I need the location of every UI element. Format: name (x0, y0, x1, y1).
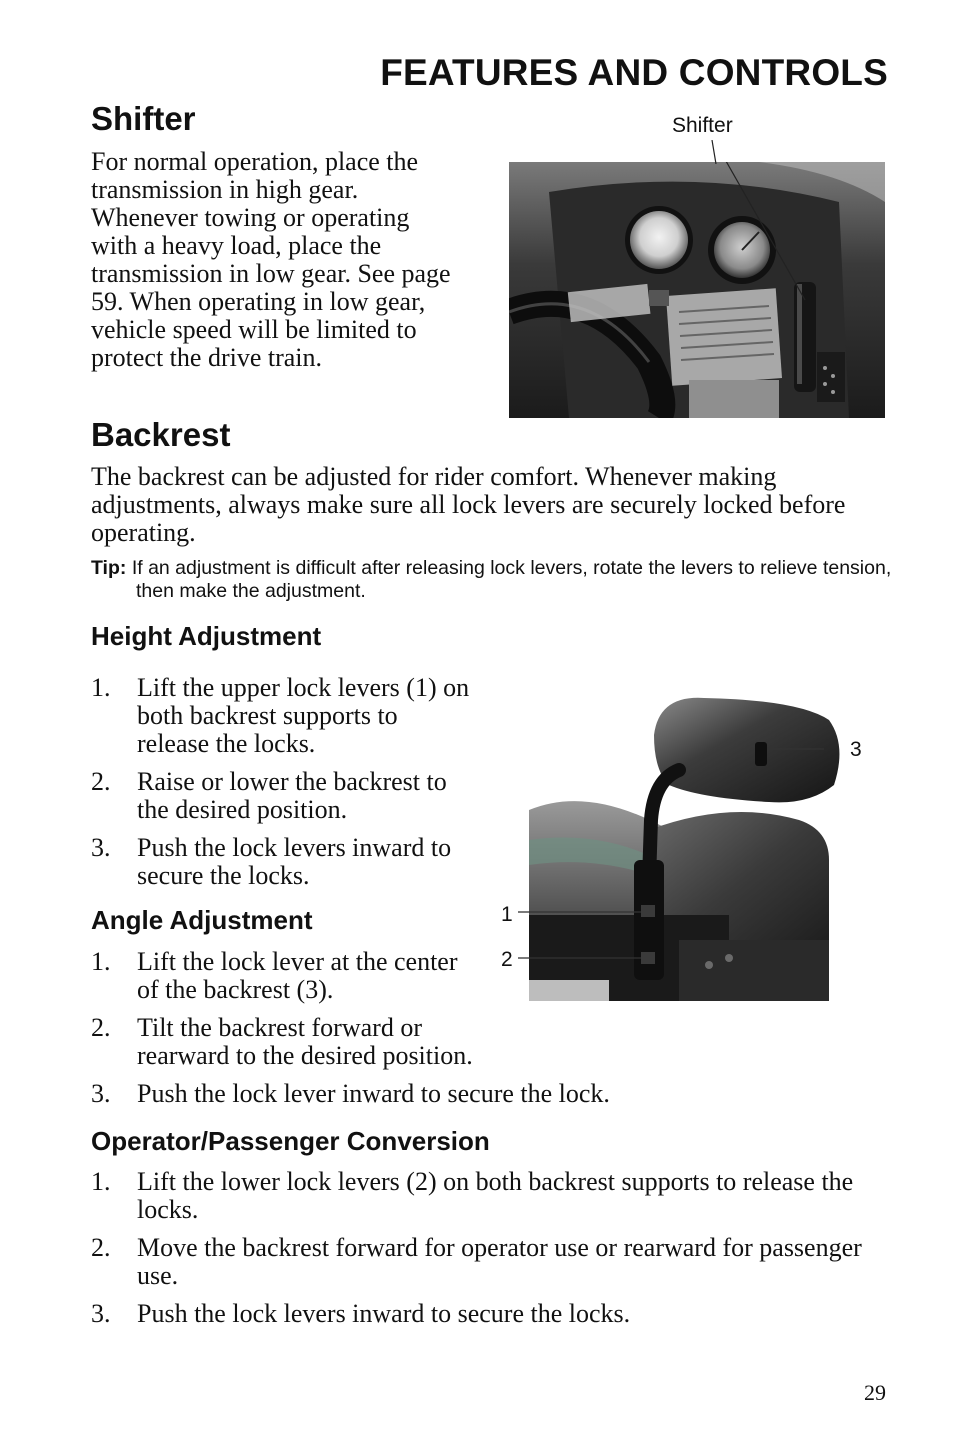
shifter-body: For normal operation, place the transmission in high gear. Whenever towing or operating with a heavy load, place the transmission in low gear. See page 59. When operating in low gear, vehicle speed will be limited to protect the drive train. (91, 147, 451, 372)
backrest-body: The backrest can be adjusted for rider comfort. Whenever making adjustments, always make sure all lock levers are securely locked before operating. (91, 462, 846, 547)
list-item: 2. Tilt the backrest forward or rearward to the desired position. (91, 1013, 473, 1070)
conversion-heading: Operator/Passenger Conversion (91, 1126, 490, 1156)
list-item: 3. Push the lock levers inward to secure the locks. (91, 833, 452, 890)
page-number: 29 (864, 1380, 886, 1405)
height-adjustment-steps (91, 674, 471, 900)
tip-label: Tip: (91, 557, 127, 579)
backrest-heading: Backrest (91, 416, 231, 453)
angle-adjustment-heading: Angle Adjustment (91, 905, 313, 935)
angle-adjustment-steps (91, 948, 651, 1118)
list-item: 3. Push the lock lever inward to secure the lock. (91, 1079, 610, 1108)
conversion-steps (91, 1168, 881, 1338)
shifter-heading: Shifter (91, 100, 196, 137)
callout-2: 2 (501, 948, 513, 971)
list-item: 1. Lift the lower lock levers (2) on both backrest supports to release the locks. (91, 1167, 854, 1224)
shifter-photo (509, 162, 885, 418)
list-item: 3. Push the lock levers inward to secure the locks. (91, 1299, 631, 1328)
list-item: 2. Move the backrest forward for operator use or rearward for passenger use. (91, 1233, 862, 1290)
callout-3: 3 (850, 738, 862, 761)
list-item: 2. Raise or lower the backrest to the desired position. (91, 767, 447, 824)
tip-note (91, 557, 926, 603)
height-adjustment-heading: Height Adjustment (91, 621, 322, 651)
tip-text: If an adjustment is difficult after releasing lock levers, rotate the levers to relieve tension, then make the adjustment. (131, 557, 892, 602)
callout-1: 1 (501, 903, 513, 926)
list-item: 1. Lift the upper lock levers (1) on both backrest supports to release the locks. (91, 673, 470, 758)
shifter-leader-line (700, 140, 720, 164)
shifter-figure-label: Shifter (672, 114, 733, 137)
dashboard-photo-illustration (509, 162, 885, 418)
list-item: 1. Lift the lock lever at the center of the backrest (3). (91, 947, 458, 1004)
page-title: FEATURES AND CONTROLS (380, 52, 888, 93)
